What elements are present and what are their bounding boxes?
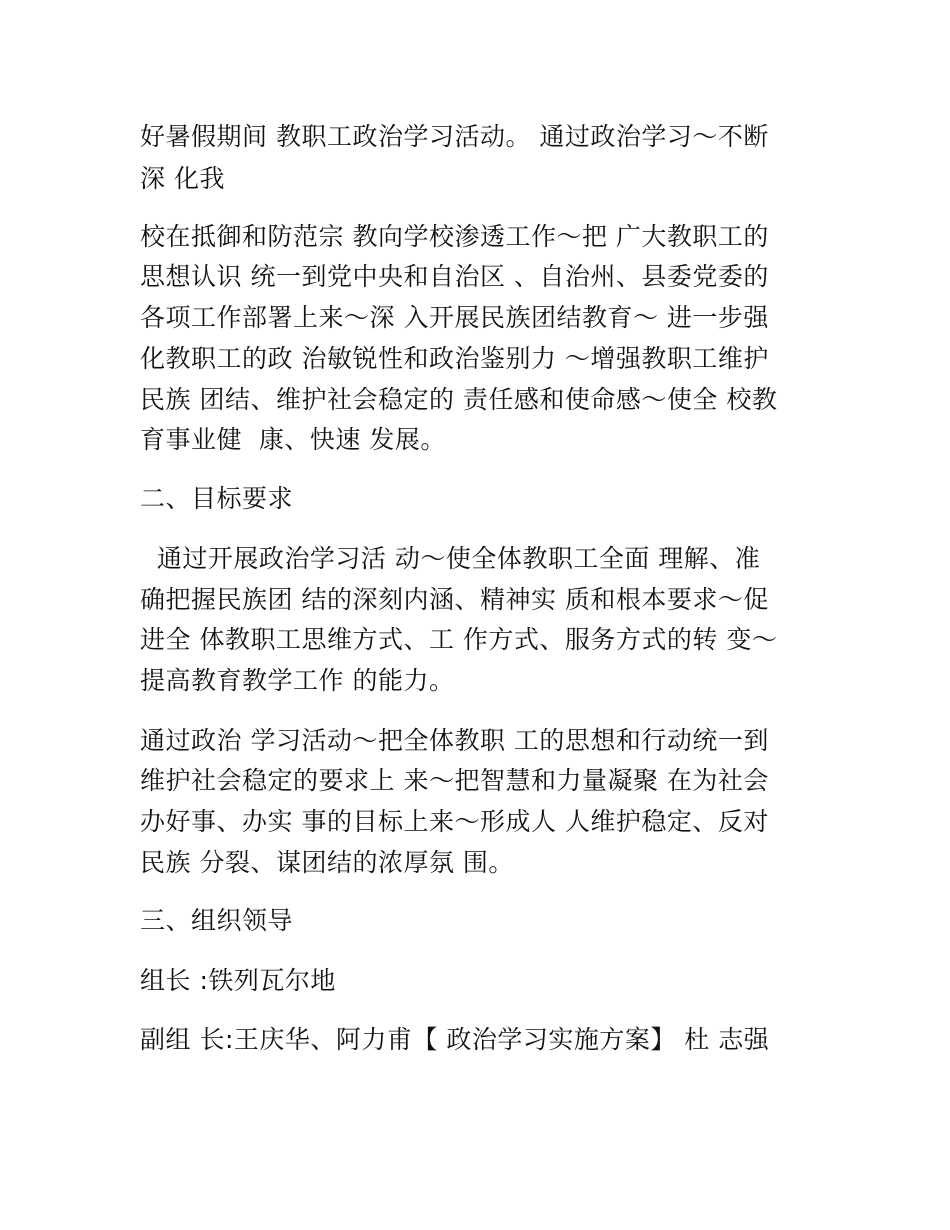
text-line: 思想认识 统一到党中央和自治区 、自治州、县委党委的 xyxy=(140,262,769,291)
text-line: 各项工作部署上来～深 入开展民族团结教育～ 进一步强 xyxy=(140,303,769,332)
text-line: 育事业健 康、快速 发展。 xyxy=(140,425,446,454)
text-line: 办好事、办实 事的目标上来～形成人 人维护稳定、反对 xyxy=(140,807,769,836)
text-line: 组长 :铁列瓦尔地 xyxy=(140,966,336,995)
text-line: 提高教育教学工作 的能力。 xyxy=(140,666,455,695)
text-line: 维护社会稳定的要求上 来～把智慧和力量凝聚 在为社会 xyxy=(140,766,769,795)
text-line: 通过政治 学习活动～把全体教职 工的思想和行动统一到 xyxy=(140,726,769,755)
text-line: 化教职工的政 治敏锐性和政治鉴别力 ～增强教职工维护 xyxy=(140,344,769,373)
text-line: 进全 体教职工思维方式、工 作方式、服务方式的转 变～ xyxy=(140,625,778,654)
text-line: 民族 分裂、谋团结的浓厚氛 围。 xyxy=(140,848,514,877)
text-line: 校在抵御和防范宗 教向学校渗透工作～把 广大教职工的 xyxy=(140,222,769,251)
text-line: 确把握民族团 结的深刻内涵、精神实 质和根本要求～促 xyxy=(140,585,769,614)
text-line: 好暑假期间 教职工政治学习活动。 通过政治学习～不断 xyxy=(140,122,769,151)
section-heading: 三、组织领导 xyxy=(140,906,294,935)
section-heading: 二、目标要求 xyxy=(140,484,294,513)
text-line: 通过开展政治学习活 动～使全体教职工全面 理解、准 xyxy=(140,544,761,573)
text-line: 副组 长:王庆华、阿力甫【 政治学习实施方案】 杜 志强 xyxy=(140,1025,770,1054)
text-line: 深 化我 xyxy=(140,164,225,193)
text-line: 民族 团结、维护社会稳定的 责任感和使命感～使全 校教 xyxy=(140,385,778,414)
